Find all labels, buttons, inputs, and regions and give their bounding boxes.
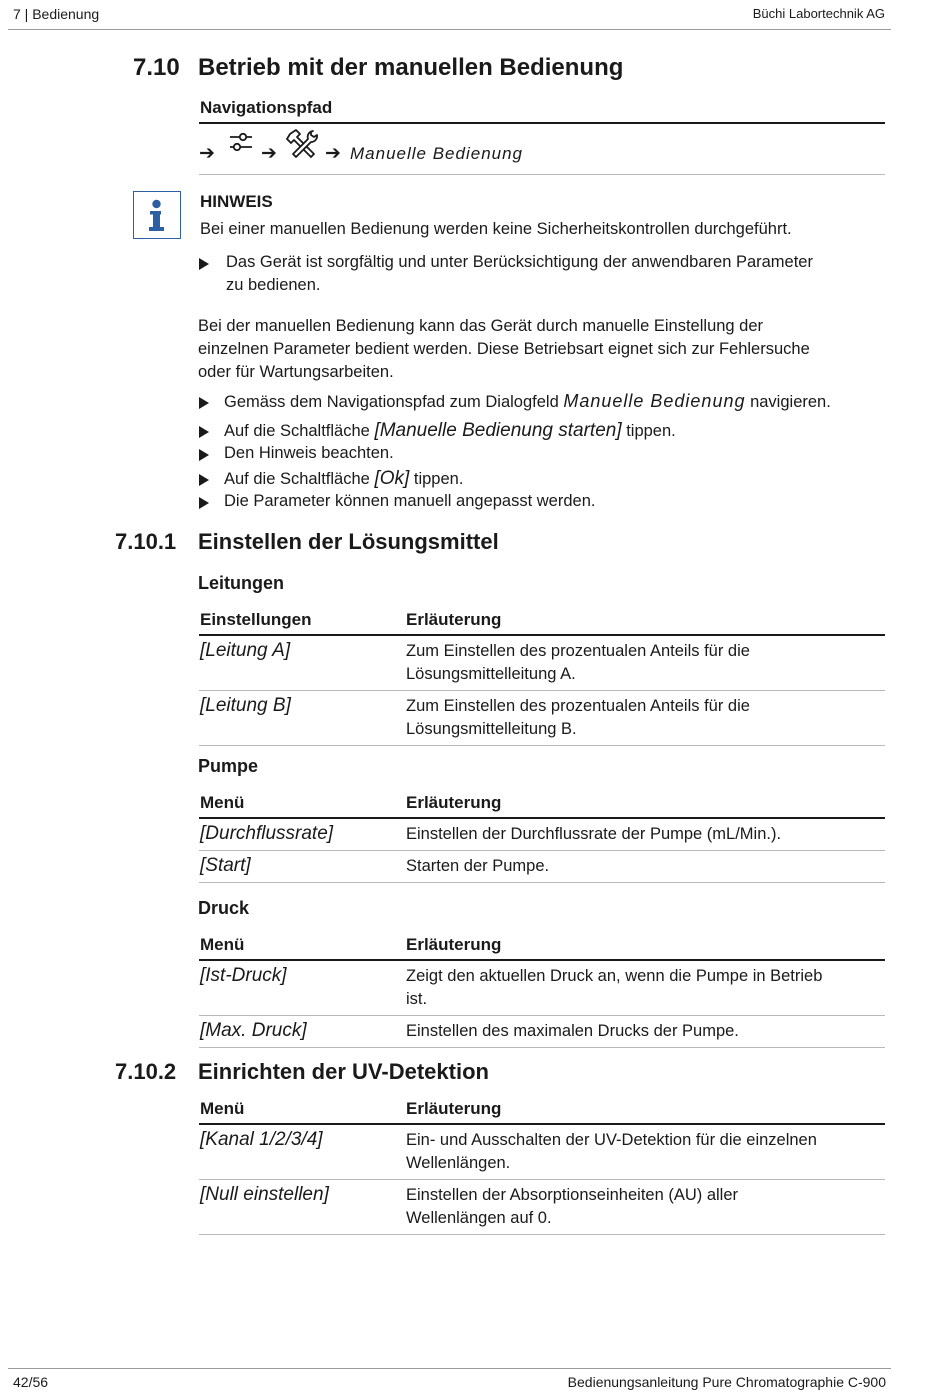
table-uv-detektion <box>199 1095 885 1235</box>
table-header: Menü Erläuterung <box>199 931 885 961</box>
notice-title: HINWEIS <box>200 192 273 211</box>
nav-target-dialog: Manuelle Bedienung <box>350 144 524 163</box>
table-pumpe <box>199 789 885 883</box>
subsection-title: Einrichten der UV-Detektion <box>198 1059 489 1084</box>
intro-paragraph: Bei der manuellen Bedienung kann das Gerät durch manuelle Einstellung der einzelnen Parameter bedient werden. Diese Betriebsart eignet sich zur Fehlersuche oder für Wartungsarbeiten. <box>198 317 810 381</box>
document-title: Bedienungsanleitung Pure Chromatographie C-900 <box>567 1374 886 1390</box>
bullet-triangle-icon <box>199 449 209 461</box>
table-heading-pumpe: Pumpe <box>198 756 259 776</box>
tools-icon[interactable] <box>286 128 320 165</box>
table-row: [Leitung A] Zum Einstellen des prozentualen Anteils für die Lösungsmittelleitung A. <box>199 636 885 691</box>
step-item: Auf die Schaltfläche [Ok] tippen. <box>199 467 463 491</box>
nav-path-rule <box>199 122 885 124</box>
table-header: Einstellungen Erläuterung <box>199 606 885 636</box>
section-number: 7.10 <box>133 54 180 81</box>
bullet-triangle-icon <box>199 258 209 270</box>
step-item: Gemäss dem Navigationspfad zum Dialogfeld Manuelle Bedienung navigieren. <box>199 390 831 414</box>
page-header-company: Büchi Labortechnik AG <box>752 6 885 21</box>
arrow-icon: ➔ <box>199 143 215 164</box>
section-title: Betrieb mit der manuellen Bedienung <box>198 54 624 81</box>
step-item: Auf die Schaltfläche [Manuelle Bedienung starten] tippen. <box>199 419 676 443</box>
table-row: [Max. Druck] Einstellen des maximalen Drucks der Pumpe. <box>199 1016 885 1048</box>
arrow-icon: ➔ <box>325 143 341 164</box>
header-divider <box>8 29 891 30</box>
table-row: [Null einstellen] Einstellen der Absorptionseinheiten (AU) aller Wellenlängen auf 0. <box>199 1180 885 1235</box>
table-heading-druck: Druck <box>198 898 250 918</box>
table-druck <box>199 931 885 1048</box>
notice-text: Bei einer manuellen Bedienung werden keine Sicherheitskontrollen durchgeführt. <box>200 220 792 238</box>
table-header: Menü Erläuterung <box>199 789 885 819</box>
step-item: Den Hinweis beachten. <box>199 442 394 465</box>
table-row: [Start] Starten der Pumpe. <box>199 851 885 883</box>
bullet-triangle-icon <box>199 497 209 509</box>
table-leitungen <box>199 606 885 746</box>
nav-path <box>199 130 799 170</box>
table-row: [Kanal 1/2/3/4] Ein- und Ausschalten der UV-Detektion für die einzelnen Wellenlängen. <box>199 1125 885 1180</box>
table-header: Menü Erläuterung <box>199 1095 885 1125</box>
settings-sliders-icon[interactable] <box>228 130 254 159</box>
nav-path-label: Navigationspfad <box>200 98 333 117</box>
bullet-triangle-icon <box>199 426 209 438</box>
step-item: Die Parameter können manuell angepasst werden. <box>199 490 595 513</box>
table-row: [Ist-Druck] Zeigt den aktuellen Druck an, wenn die Pumpe in Betrieb ist. <box>199 961 885 1016</box>
footer-divider <box>8 1368 891 1369</box>
bullet-triangle-icon <box>199 474 209 486</box>
table-row: [Leitung B] Zum Einstellen des prozentualen Anteils für die Lösungsmittelleitung B. <box>199 691 885 746</box>
page-header-section: 7 | Bedienung <box>13 6 100 22</box>
table-row: [Durchflussrate] Einstellen der Durchflussrate der Pumpe (mL/Min.). <box>199 819 885 851</box>
subsection-number: 7.10.2 <box>115 1059 177 1084</box>
subsection-number: 7.10.1 <box>115 529 177 554</box>
nav-path-bottom-rule <box>199 174 885 175</box>
arrow-icon: ➔ <box>261 143 277 164</box>
bullet-triangle-icon <box>199 397 209 409</box>
notice-bullet: Das Gerät ist sorgfältig und unter Berücksichtigung der anwendbaren Parameter zu bedienen. <box>199 251 813 297</box>
subsection-title: Einstellen der Lösungsmittel <box>198 529 499 554</box>
table-heading-leitungen: Leitungen <box>198 573 284 593</box>
info-icon <box>133 191 181 239</box>
page-number: 42/56 <box>13 1374 49 1390</box>
